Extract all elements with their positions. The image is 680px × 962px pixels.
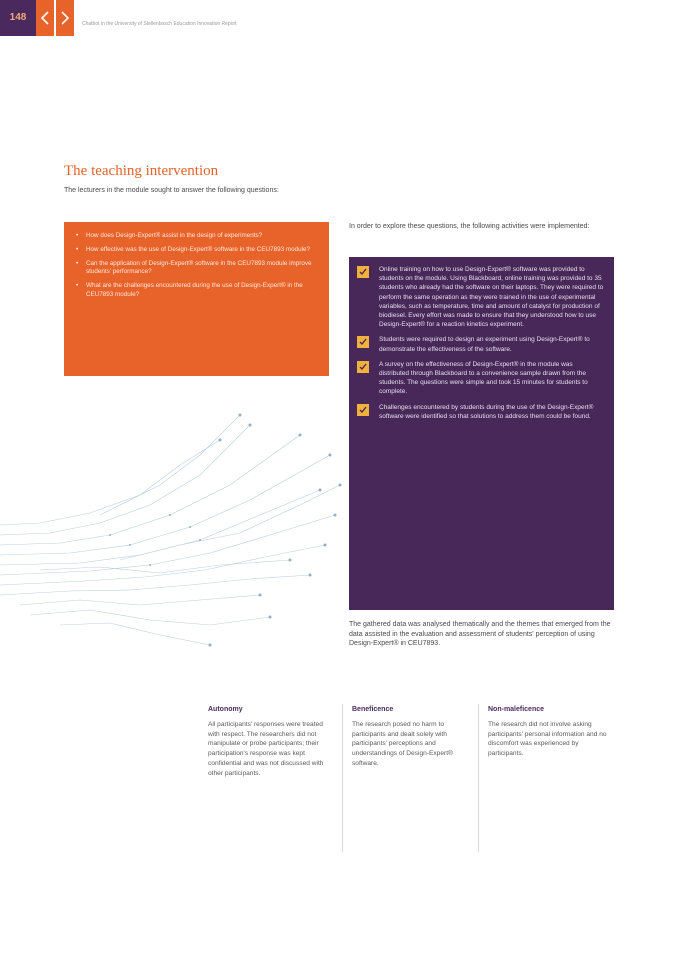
activities-intro: In order to explore these questions, the following activities were implemented: <box>349 223 590 230</box>
circuit-illustration <box>0 395 345 665</box>
question-text: Can the application of Design-Expert® software in the CEU7893 module improve students' performance? <box>86 259 312 276</box>
ethics-text: The research posed no harm to participants and dealt solely with participants' perceptions and understandings of Design-Expert® software. <box>352 721 453 767</box>
ethics-heading: Beneficence <box>352 706 394 713</box>
question-text: What are the challenges encountered during the use of Design-Expert® in the CEU7893 module? <box>86 282 303 298</box>
bullet-icon: • <box>76 245 79 253</box>
bullet-icon: • <box>76 232 79 239</box>
ethics-heading: Non-maleficence <box>488 706 545 713</box>
ethics-non-maleficence <box>488 706 612 759</box>
chevron-left-icon <box>39 11 51 25</box>
column-divider <box>342 704 343 852</box>
activities-box <box>349 257 614 610</box>
question-text: How effective was the use of Design-Expert® software in the CEU7893 module? <box>86 245 310 253</box>
checkmark-icon <box>357 361 369 373</box>
questions-box <box>64 222 329 376</box>
activity-text: Students were required to design an experiment using Design-Expert® to demonstrate the effectiveness of the software. <box>379 336 590 353</box>
activity-text: A survey on the effectiveness of Design-Expert® in the module was distributed through Blackboard to a convenience sample drawn from the students. The questions were simple and took 15 minutes for students to complete. <box>379 360 588 396</box>
running-title: Chatbot in the University of Stellenbosch Education Innovation Report <box>82 21 237 27</box>
column-divider <box>478 704 479 852</box>
page-number: 148 <box>0 0 36 36</box>
bullet-icon: • <box>76 259 79 267</box>
ethics-beneficence <box>352 706 476 769</box>
activity-text: Challenges encountered by students during the use of the Design-Expert® software were identified so that solutions to address them could be found. <box>379 403 594 420</box>
checkmark-icon <box>357 266 369 278</box>
page-header <box>0 0 680 36</box>
activity-item <box>357 403 604 421</box>
ethics-autonomy <box>208 706 332 778</box>
activity-item <box>357 335 604 353</box>
prev-page-button[interactable] <box>36 0 54 36</box>
section-title: The teaching intervention <box>64 163 219 179</box>
question-item <box>76 232 317 241</box>
question-text: How does Design-Expert® assist in the design of experiments? <box>86 232 263 239</box>
question-item <box>76 282 317 300</box>
ethics-text: All participants' responses were treated with respect. The researchers did not manipulate or probe participants; their participation's response was kept confidential and was not discussed with other participants. <box>208 721 324 777</box>
chevron-right-icon <box>59 11 71 25</box>
analysis-paragraph: The gathered data was analysed thematically and the themes that emerged from the data assisted in the evaluation and assessment of students' perception of using Design-Expert® in CEU7893. <box>349 621 611 647</box>
activity-item <box>357 265 604 329</box>
section-intro: The lecturers in the module sought to answer the following questions: <box>64 187 279 194</box>
checkmark-icon <box>357 336 369 348</box>
next-page-button[interactable] <box>56 0 74 36</box>
questions-list <box>76 232 317 300</box>
ethics-heading: Autonomy <box>208 706 243 713</box>
checkmark-icon <box>357 404 369 416</box>
ethics-text: The research did not involve asking participants' personal information and no discomfort was experienced by participants. <box>488 721 607 758</box>
activity-text: Online training on how to use Design-Expert® software was provided to students on the module. Using Blackboard, online training was provided to 35 students who already had the software on their laptops. They were required to perform the same operation as they were trained in the use of experimental variables, such as temperature, time and amount of catalyst for production of biodiesel. Every effort was made to ensure that they understood how to use Design-Expert® for a reaction kinetics experiment. <box>379 266 604 329</box>
activity-item <box>357 360 604 397</box>
bullet-icon: • <box>76 282 79 290</box>
question-item <box>76 260 317 278</box>
question-item <box>76 246 317 255</box>
